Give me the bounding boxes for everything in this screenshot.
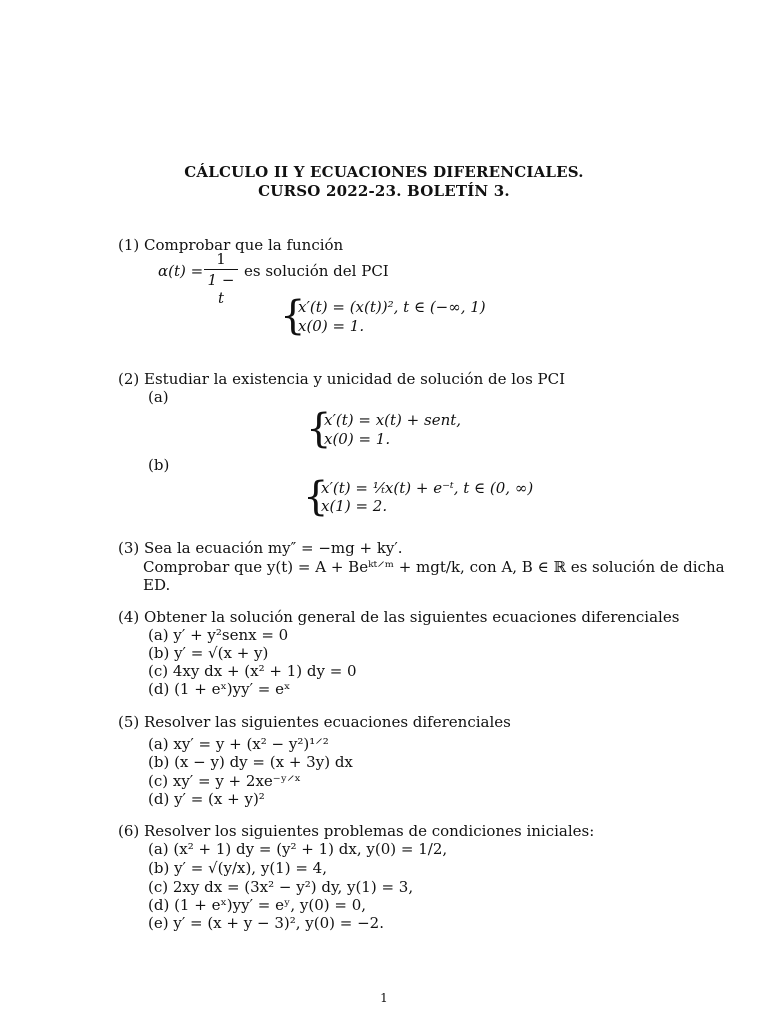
problem-6-item-a: (a) (x² + 1) dy = (y² + 1) dx, y(0) = 1/2, <box>148 840 448 858</box>
problem-5-item-d: (d) y′ = (x + y)² <box>148 790 265 808</box>
problem-4-item-d: (d) (1 + eˣ)yy′ = eˣ <box>148 680 291 698</box>
fraction-denominator: 1 − t <box>207 271 235 307</box>
problem-5-intro: (5) Resolver las siguientes ecuaciones diferenciales <box>118 713 511 731</box>
problem-1-system-eq2: x(0) = 1. <box>298 317 365 335</box>
page-number: 1 <box>380 991 388 1005</box>
problem-4-item-a: (a) y′ + y²senx = 0 <box>148 626 289 644</box>
problem-4-item-b: (b) y′ = √(x + y) <box>148 644 269 662</box>
problem-6-item-d: (d) (1 + eˣ)yy′ = eʸ, y(0) = 0, <box>148 896 367 914</box>
problem-2a-brace: { <box>306 406 332 452</box>
problem-3-line-1: (3) Sea la ecuación my″ = −mg + ky′. <box>118 539 403 557</box>
problem-2a-eq1: x′(t) = x(t) + sent, <box>324 411 462 429</box>
title-line-2: CURSO 2022-23. BOLETÍN 3. <box>258 182 510 200</box>
problem-2b-label: (b) <box>148 456 170 474</box>
problem-2b-eq2: x(1) = 2. <box>321 497 388 515</box>
problem-5-item-b: (b) (x − y) dy = (x + 3y) dx <box>148 753 353 771</box>
problem-4-item-c: (c) 4xy dx + (x² + 1) dy = 0 <box>148 662 357 680</box>
problem-3-line-3: ED. <box>143 576 171 594</box>
problem-1-alpha-lhs: α(t) = <box>158 262 204 280</box>
problem-3-line-2: Comprobar que y(t) = A + Beᵏᵗ⸍ᵐ + mgt/k, con A, B ∈ ℝ es solución de dicha <box>143 558 725 576</box>
problem-6-item-e: (e) y′ = (x + y − 3)², y(0) = −2. <box>148 914 384 932</box>
problem-2a-eq2: x(0) = 1. <box>324 430 391 448</box>
problem-6-item-b: (b) y′ = √(y/x), y(1) = 4, <box>148 859 327 877</box>
problem-1-brace: { <box>280 293 306 339</box>
problem-6-item-c: (c) 2xy dx = (3x² − y²) dy, y(1) = 3, <box>148 878 414 896</box>
problem-1-system-eq1: x′(t) = (x(t))², t ∈ (−∞, 1) <box>298 298 486 316</box>
title-line-1: CÁLCULO II Y ECUACIONES DIFERENCIALES. <box>184 163 584 181</box>
problem-5-item-a: (a) xy′ = y + (x² − y²)¹⸍² <box>148 735 329 753</box>
problem-1-tail: es solución del PCI <box>244 262 389 280</box>
problem-2b-brace: { <box>303 474 329 520</box>
fraction-numerator: 1 <box>216 250 226 268</box>
problem-2a-label: (a) <box>148 388 169 406</box>
problem-1-intro: (1) Comprobar que la función <box>118 236 344 254</box>
problem-5-item-c: (c) xy′ = y + 2xe⁻ʸ⸍ˣ <box>148 772 301 790</box>
problem-2b-eq1: x′(t) = ¹⁄ₜx(t) + e⁻ᵗ, t ∈ (0, ∞) <box>321 479 534 497</box>
problem-2-intro: (2) Estudiar la existencia y unicidad de solución de los PCI <box>118 370 566 388</box>
problem-1-fraction <box>204 250 238 307</box>
problem-6-intro: (6) Resolver los siguientes problemas de condiciones iniciales: <box>118 822 595 840</box>
fraction-bar <box>204 269 238 270</box>
problem-4-intro: (4) Obtener la solución general de las siguientes ecuaciones diferenciales <box>118 608 680 626</box>
